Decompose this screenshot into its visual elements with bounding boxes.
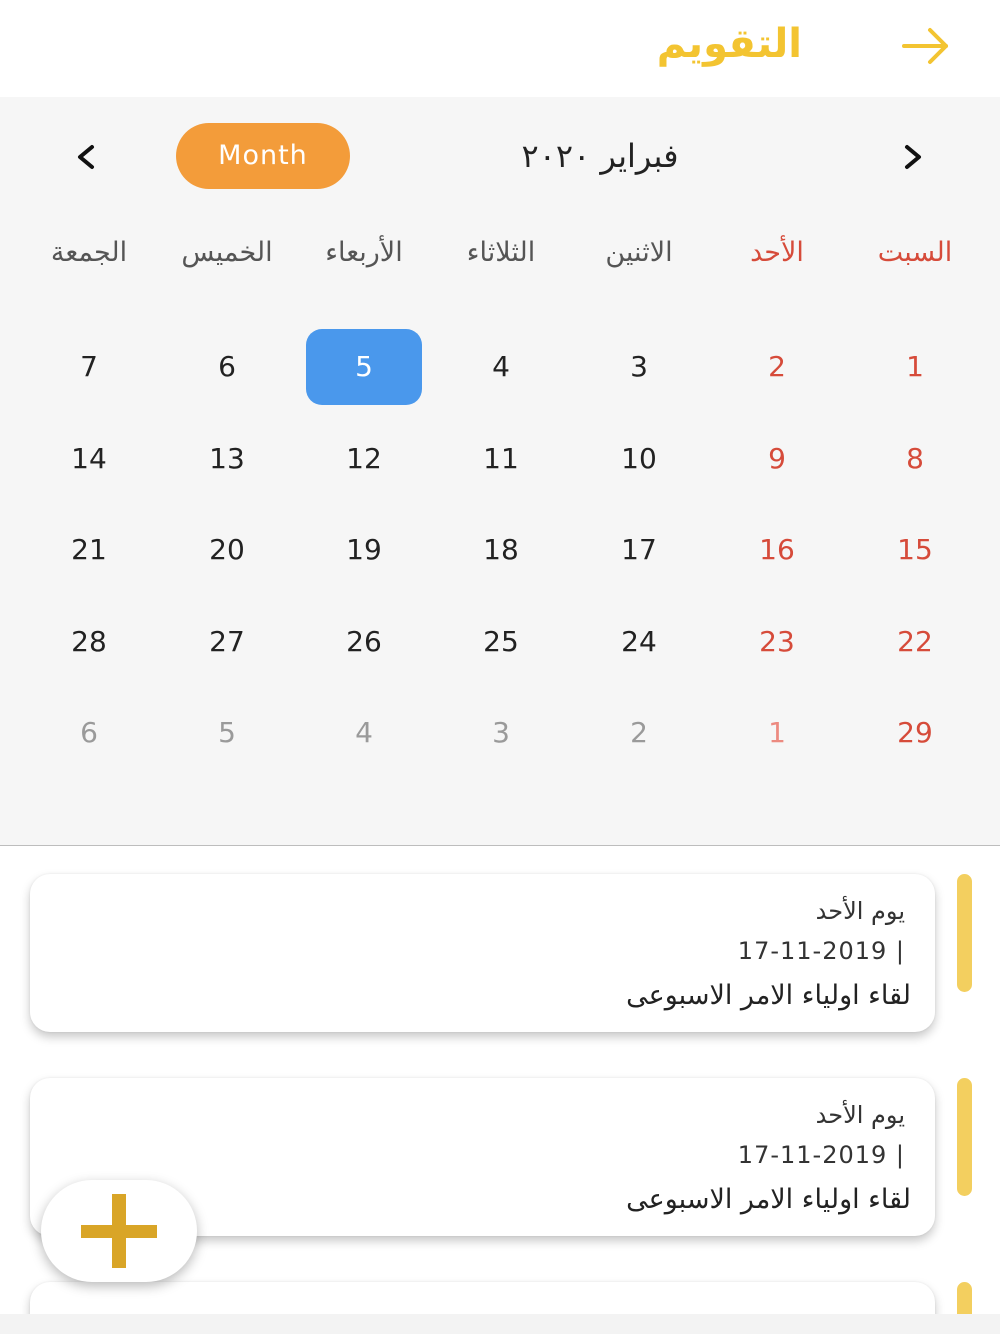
arrow-right-icon	[898, 24, 954, 68]
chevron-right-icon	[895, 137, 935, 177]
day-cell[interactable]: 16	[759, 533, 795, 566]
weekday-label: الثلاثاء	[466, 237, 536, 268]
day-cell[interactable]: 10	[621, 442, 657, 475]
day-cell[interactable]: 28	[71, 625, 107, 658]
day-cell-next-month[interactable]: 5	[218, 716, 236, 749]
event-accent-bar	[957, 874, 972, 992]
day-cell-next-month[interactable]: 1	[768, 716, 786, 749]
day-cell[interactable]: 5	[306, 329, 422, 405]
day-cell[interactable]: 29	[897, 716, 933, 749]
day-cell-next-month[interactable]: 6	[80, 716, 98, 749]
day-cell-next-month[interactable]: 3	[492, 716, 510, 749]
day-cell[interactable]: 23	[759, 625, 795, 658]
bottom-bar	[0, 1314, 1000, 1334]
day-cell[interactable]: 13	[209, 442, 245, 475]
day-cell[interactable]: 15	[897, 533, 933, 566]
weekday-label: الخميس	[181, 237, 273, 268]
event-date: 17-11-2019 |	[737, 1141, 905, 1169]
month-view-button[interactable]: Month	[176, 123, 350, 189]
event-title: لقاء اولياء الامر الاسبوعى	[626, 1184, 911, 1215]
prev-month-button[interactable]	[64, 137, 104, 177]
day-cell-next-month[interactable]: 2	[630, 716, 648, 749]
event-accent-bar	[957, 1078, 972, 1196]
day-cell[interactable]: 20	[209, 533, 245, 566]
app-header	[0, 0, 1000, 97]
page-title: التقويم	[656, 21, 802, 67]
day-cell[interactable]: 9	[768, 442, 786, 475]
day-cell[interactable]: 1	[906, 350, 924, 383]
day-cell[interactable]: 22	[897, 625, 933, 658]
day-cell[interactable]: 21	[71, 533, 107, 566]
plus-icon	[41, 1180, 197, 1282]
month-label: فبراير ٢٠٢٠	[521, 137, 679, 175]
day-cell[interactable]: 19	[346, 533, 382, 566]
event-card[interactable]	[30, 874, 935, 1032]
event-card-partial[interactable]	[30, 1282, 935, 1314]
day-cell[interactable]: 7	[80, 350, 98, 383]
weekday-label: الاثنين	[605, 237, 673, 268]
day-cell[interactable]: 27	[209, 625, 245, 658]
weekday-label: الجمعة	[50, 237, 128, 268]
weekday-label: الأربعاء	[325, 237, 403, 268]
day-cell[interactable]: 2	[768, 350, 786, 383]
event-date: 17-11-2019 |	[737, 937, 905, 965]
day-cell[interactable]: 6	[218, 350, 236, 383]
day-cell[interactable]: 12	[346, 442, 382, 475]
event-day: يوم الأحد	[815, 897, 905, 925]
event-title: لقاء اولياء الامر الاسبوعى	[626, 980, 911, 1011]
day-cell[interactable]: 4	[492, 350, 510, 383]
day-cell[interactable]: 24	[621, 625, 657, 658]
day-cell[interactable]: 17	[621, 533, 657, 566]
back-button[interactable]	[898, 24, 954, 68]
event-day: يوم الأحد	[815, 1101, 905, 1129]
next-month-button[interactable]	[895, 137, 935, 177]
day-cell[interactable]: 11	[483, 442, 519, 475]
chevron-left-icon	[64, 137, 104, 177]
calendar-panel	[0, 97, 1000, 845]
day-cell[interactable]: 3	[630, 350, 648, 383]
weekday-label: الأحد	[750, 237, 804, 268]
add-event-button[interactable]	[41, 1180, 197, 1282]
event-accent-bar	[957, 1282, 972, 1314]
day-cell[interactable]: 25	[483, 625, 519, 658]
weekday-label: السبت	[877, 237, 953, 268]
day-cell[interactable]: 8	[906, 442, 924, 475]
day-cell[interactable]: 18	[483, 533, 519, 566]
day-cell[interactable]: 14	[71, 442, 107, 475]
day-cell-next-month[interactable]: 4	[355, 716, 373, 749]
day-cell[interactable]: 26	[346, 625, 382, 658]
